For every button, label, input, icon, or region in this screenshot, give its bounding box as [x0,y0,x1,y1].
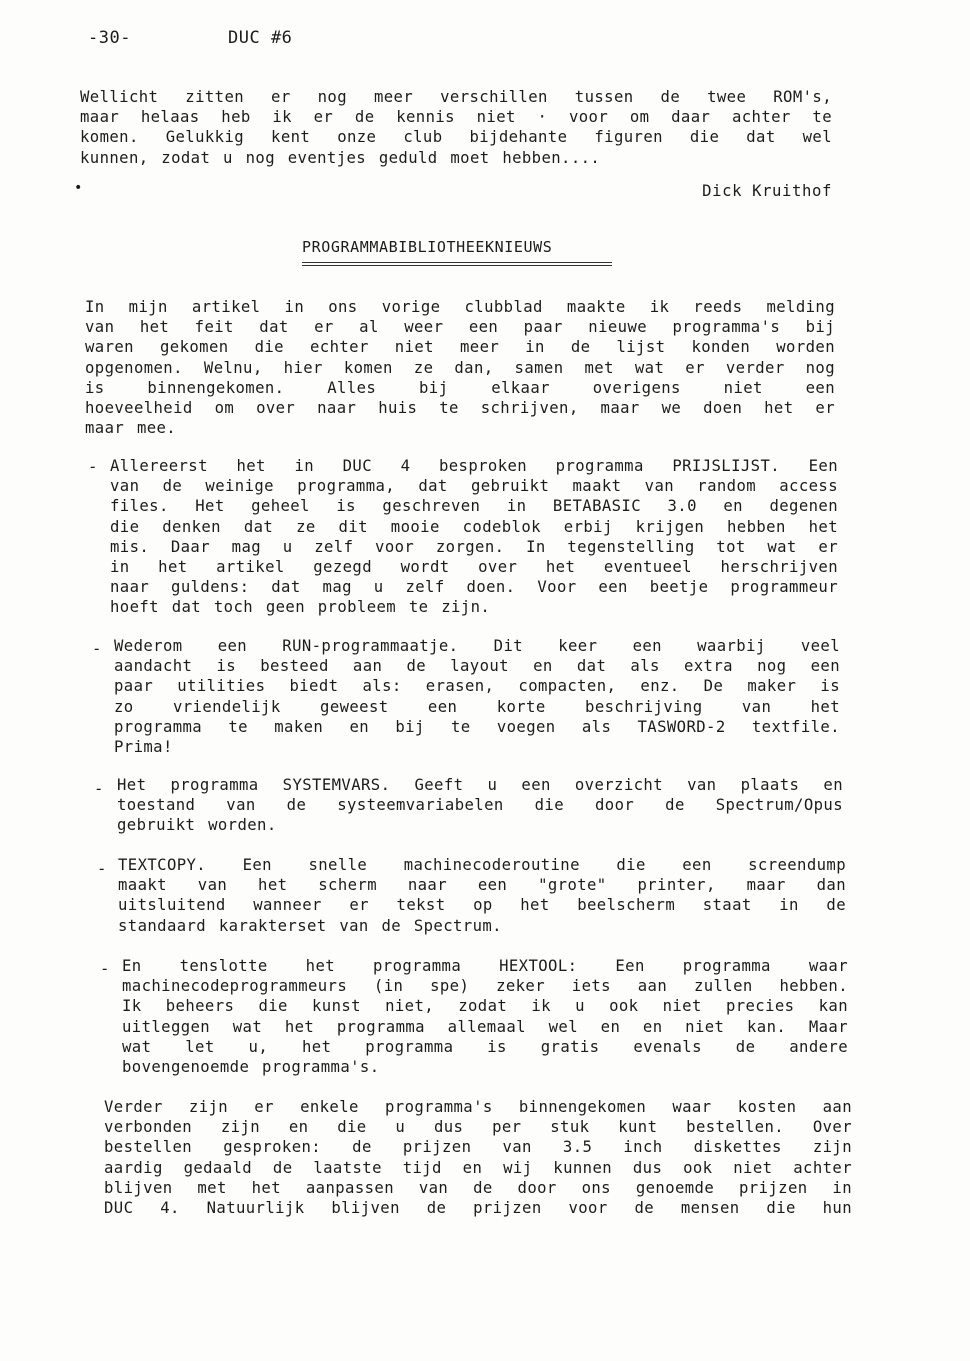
text-line: bovengenoemde programma's. [122,1058,380,1077]
page-header [88,28,292,48]
text-line: waren gekomen die echter niet meer in de lijst konden worden [85,338,835,357]
text-line: is binnengekomen. Alles bij elkaar overigens niet een [85,378,835,397]
issue-label: DUC #6 [228,28,293,48]
text-line: die denken dat ze dit mooie codeblok erbij krijgen hebben het [110,517,838,536]
list-dash: - [100,960,110,978]
text-line: blijven met het aanpassen van de door ons genoemde prijzen in [104,1178,852,1197]
text-line: machinecodeprogrammeurs (in spe) zeker iets aan zullen hebben. [122,977,848,996]
text-line: hoeveelheid om over naar huis te schrijven, maar we doen het er [85,399,835,418]
text-line: bestellen gesproken: de prijzen van 3.5 inch diskettes zijn [104,1138,852,1157]
text-line: aardig gedaald de laatste tijd en wij kunnen dus ook niet achter [104,1158,852,1177]
title-underline [302,262,612,266]
bullet-mark: • [74,180,83,196]
text-line: van het feit dat er al weer een paar nieuwe programma's bij [85,318,835,337]
text-line: En tenslotte het programma HEXTOOL: Een programma waar [122,957,848,975]
text-line: Ik beheers die kunst niet, zodat ik u ook niet precies kan [122,997,848,1016]
text-line: maakt van het scherm naar een "grote" printer, maar dan [118,876,846,895]
list-dash: - [94,780,104,798]
text-line: Wederom een RUN-programmaatje. Dit keer een waarbij veel [114,637,840,655]
list-dash: - [97,860,107,878]
text-line: aandacht is besteed aan de layout en dat als extra nog een [114,657,840,676]
text-line: gebruikt worden. [117,816,277,835]
list-dash: - [88,458,98,476]
closing-paragraph [104,1097,852,1218]
text-line: in het artikel gezegd wordt over het eventueel herschrijven [110,558,838,577]
text-line: opgenomen. Welnu, hier komen ze dan, samen met wat er verder nog [85,358,835,377]
text-line: zo vriendelijk geweest een korte beschrijving van het [114,697,840,716]
text-line: hoeft dat toch geen probleem te zijn. [110,598,491,617]
text-line: naar guldens: dat mag u zelf doen. Voor een beetje programmeur [110,578,838,597]
page-number: -30- [88,28,131,48]
text-line: DUC 4. Natuurlijk blijven de prijzen voor de mensen die hun [104,1199,852,1218]
text-line: TEXTCOPY. Een snelle machinecoderoutine die een screendump [118,856,846,874]
text-line: paar utilities biedt als: erasen, compacten, enz. De maker is [114,677,840,696]
list-item [122,956,848,1077]
text-line: files. Het geheel is geschreven in BETABASIC 3.0 en degenen [110,497,838,516]
list-item [110,456,838,618]
text-line: uitleggen wat het programma allemaal wel en en niet kan. Maar [122,1017,848,1036]
text-line: toestand van de systeemvariabelen die door de Spectrum/Opus [117,796,843,815]
list-dash: - [92,640,102,658]
intro-paragraph [80,87,832,168]
list-item [118,855,846,936]
text-line: Wellicht zitten er nog meer verschillen tussen de twee ROM's, [80,88,832,106]
text-line: uitsluitend wanneer er tekst op het beelscherm staat in de [118,896,846,915]
text-line: Prima! [114,738,173,757]
text-line: wat let u, het programma is gratis evenals de andere [122,1037,848,1056]
text-line: Het programma SYSTEMVARS. Geeft u een overzicht van plaats en [117,776,843,794]
opening-paragraph [85,297,835,438]
text-line: maar mee. [85,419,177,438]
text-line: verbonden zijn en die u dus per stuk kunt bestellen. Over [104,1118,852,1137]
list-item [114,636,840,757]
list-item [117,775,843,836]
section-title: PROGRAMMABIBLIOTHEEKNIEUWS [302,238,553,256]
text-line: programma te maken en bij te voegen als TASWORD-2 textfile. [114,717,840,736]
text-line: In mijn artikel in ons vorige clubblad maakte ik reeds melding [85,298,835,316]
text-line: kunnen, zodat u nog eventjes geduld moet hebben.... [80,148,601,167]
text-line: mis. Daar mag u zelf voor zorgen. In tegenstelling tot wat er [110,537,838,556]
text-line: komen. Gelukkig kent onze club bijdehante figuren die dat wel [80,128,832,147]
signature: Dick Kruithof [702,182,832,200]
text-line: Allereerst het in DUC 4 besproken programma PRIJSLIJST. Een [110,457,838,475]
text-line: maar helaas heb ik er de kennis niet · voor om daar achter te [80,108,832,127]
text-line: van de weinige programma, dat gebruikt maakt van random access [110,477,838,496]
text-line: standaard karakterset van de Spectrum. [118,916,502,935]
text-line: Verder zijn er enkele programma's binnengekomen waar kosten aan [104,1098,852,1116]
